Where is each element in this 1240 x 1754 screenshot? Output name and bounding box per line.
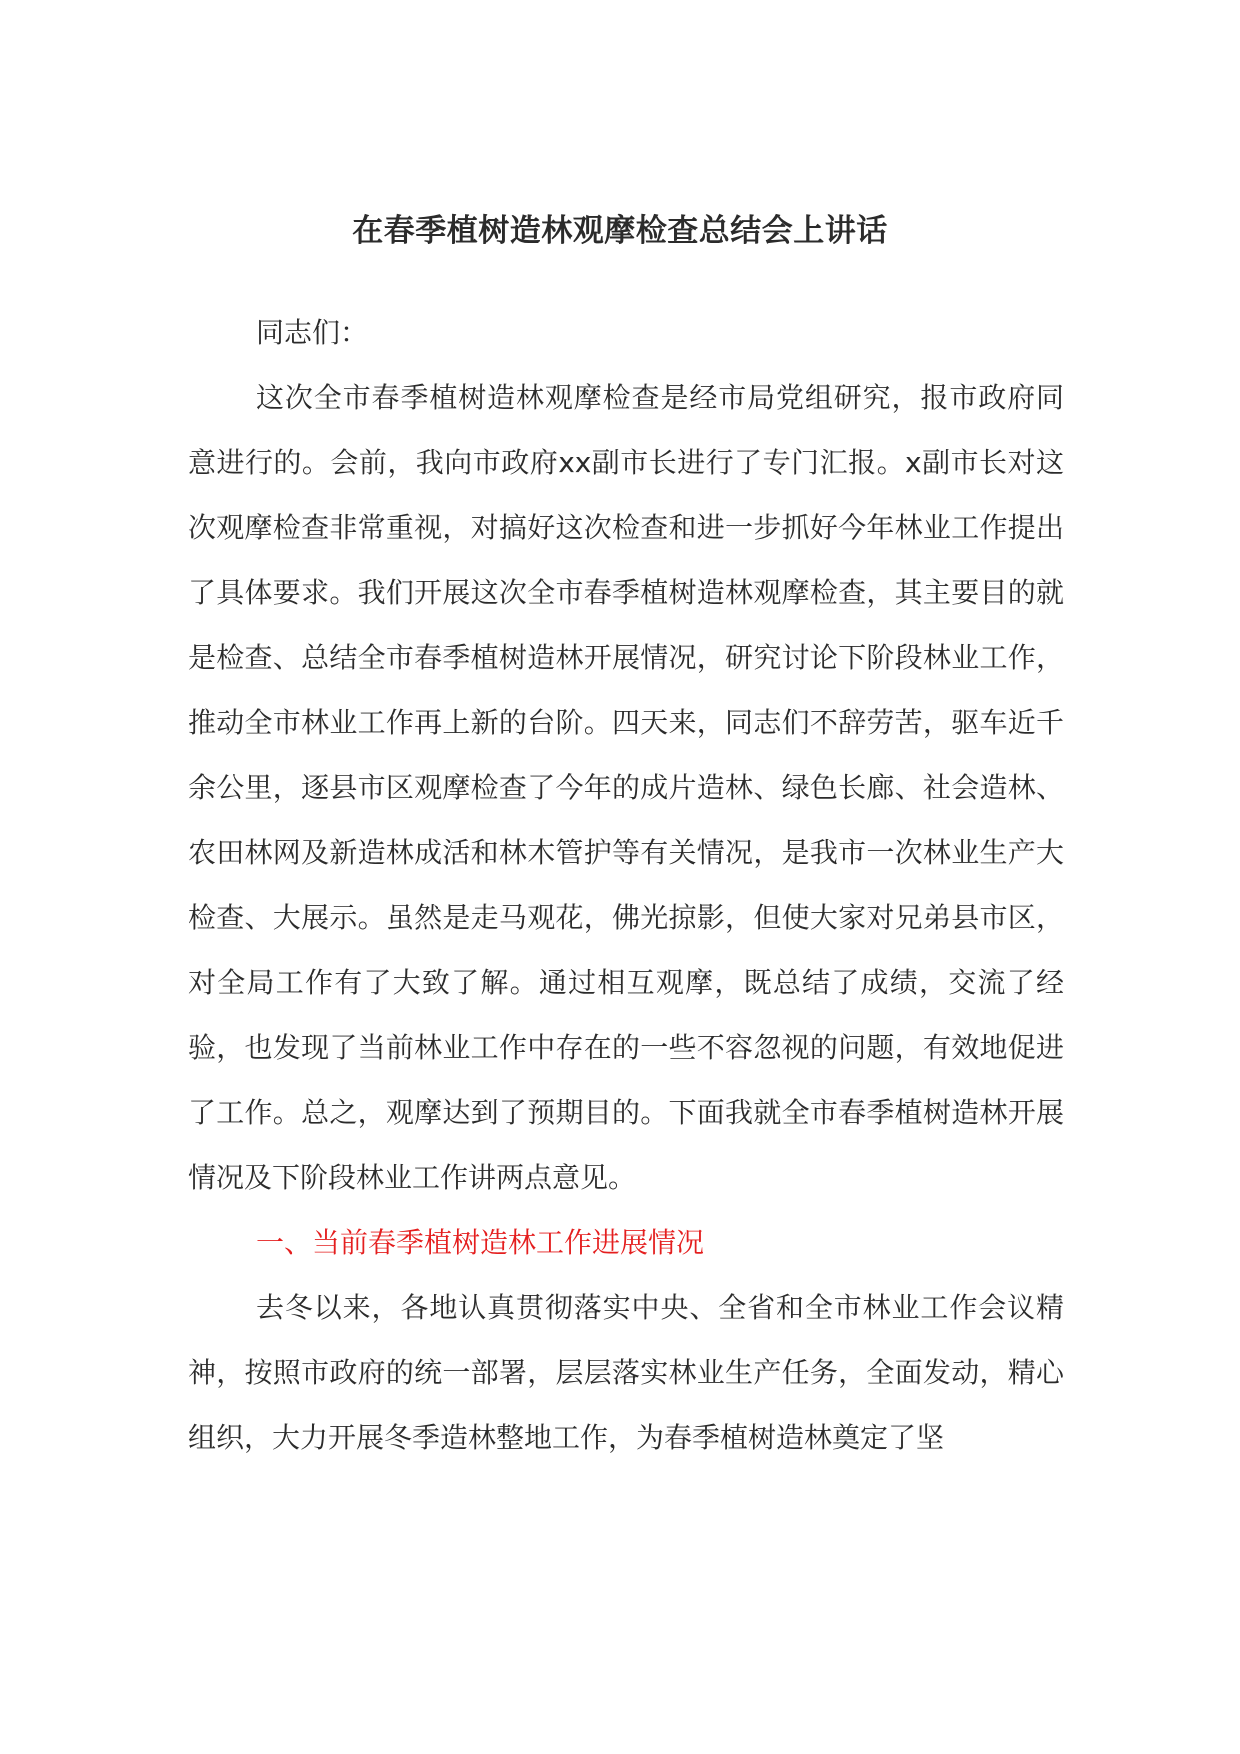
- section-heading-1: 一、当前春季植树造林工作进展情况: [256, 1226, 705, 1259]
- intro-paragraph: 这次全市春季植树造林观摩检查是经市局党组研究，报市政府同意进行的。会前，我向市政府xx副市长进行了专门汇报。x副市长对这次观摩检查非常重视，对搞好这次检查和进一步抓好今年林业工作提出了具体要求。我们开展这次全市春季植树造林观摩检查，其主要目的就是检查、总结全市春季植树造林开展情况，研究讨论下阶段林业工作，推动全市林业工作再上新的台阶。四天来，同志们不辞劳苦，驱车近千余公里，逐县市区观摩检查了今年的成片造林、绿色长廊、社会造林、农田林网及新造林成活和林木管护等有关情况，是我市一次林业生产大检查、大展示。虽然是走马观花，佛光掠影，但使大家对兄弟县市区，对全局工作有了大致了解。通过相互观摩，既总结了成绩，交流了经验，也发现了当前林业工作中存在的一些不容忽视的问题，有效地促进了工作。总之，观摩达到了预期目的。下面我就全市春季植树造林开展情况及下阶段林业工作讲两点意见。: [188, 381, 1064, 1194]
- document-title: 在春季植树造林观摩检查总结会上讲话: [352, 213, 888, 249]
- document-body: [188, 300, 1064, 1470]
- salutation: 同志们：: [256, 316, 369, 349]
- section-1-paragraph: 去冬以来，各地认真贯彻落实中央、全省和全市林业工作会议精神，按照市政府的统一部署，层层落实林业生产任务，全面发动，精心组织，大力开展冬季造林整地工作，为春季植树造林奠定了坚: [188, 1291, 1064, 1454]
